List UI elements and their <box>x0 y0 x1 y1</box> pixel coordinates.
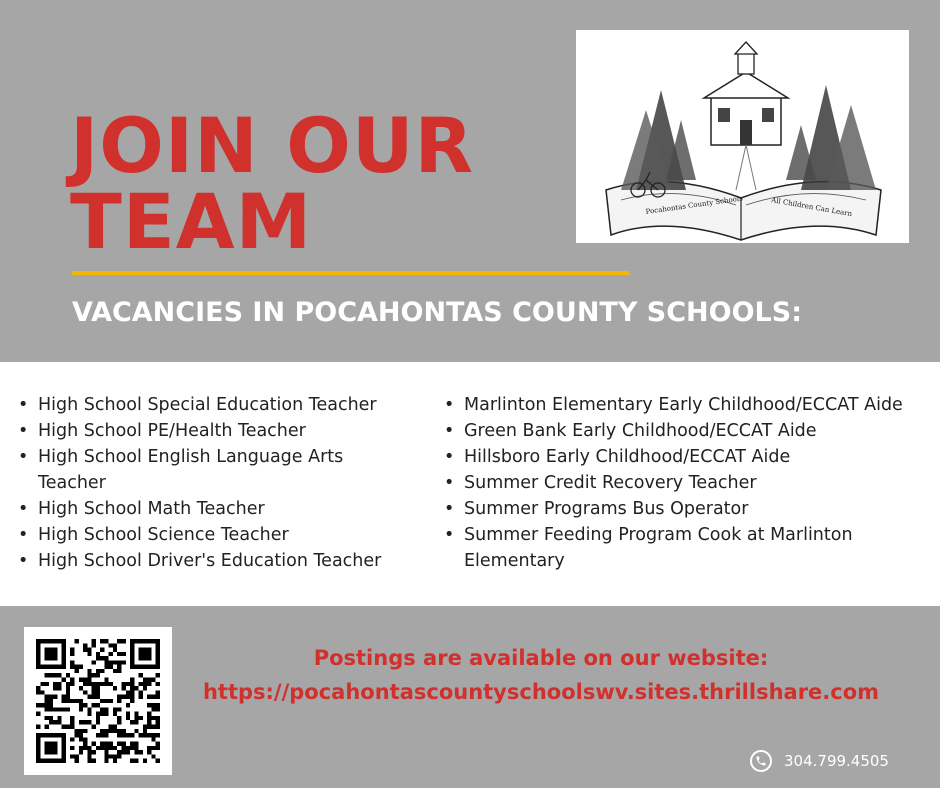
footer-section <box>0 606 940 788</box>
list-item: • High School English Language Arts Teacher <box>38 444 408 496</box>
list-item: • Hillsboro Early Childhood/ECCAT Aide <box>464 444 934 470</box>
header-section <box>0 0 940 362</box>
headline-line-1: JOIN OUR <box>70 101 475 190</box>
book-right-text: All Children Can Learn <box>770 196 853 219</box>
list-item: • High School Science Teacher <box>38 522 408 548</box>
list-item: • High School Math Teacher <box>38 496 408 522</box>
qr-code-icon <box>36 639 160 763</box>
qr-code[interactable] <box>24 627 172 775</box>
headline-line-2: TEAM <box>70 177 313 266</box>
list-item: • High School Special Education Teacher <box>38 392 408 418</box>
vacancies-heading: VACANCIES IN POCAHONTAS COUNTY SCHOOLS: <box>72 297 802 328</box>
phone-contact <box>750 750 889 772</box>
list-item: • Green Bank Early Childhood/ECCAT Aide <box>464 418 934 444</box>
list-item: • Summer Programs Bus Operator <box>464 496 934 522</box>
postings-line: Postings are available on our website: <box>313 646 769 670</box>
list-item: • Summer Credit Recovery Teacher <box>464 470 934 496</box>
vacancies-list-right <box>442 392 934 574</box>
book-left-text: Pocahontas County Schools <box>645 194 744 216</box>
page-title <box>70 101 475 266</box>
postings-notice <box>196 641 886 709</box>
phone-icon <box>750 750 772 772</box>
phone-number[interactable]: 304.799.4505 <box>784 752 889 770</box>
schoolhouse-illustration <box>576 30 909 243</box>
list-item: • High School Driver's Education Teacher <box>38 548 408 574</box>
schoolhouse-drawing <box>576 30 909 243</box>
vacancies-list-left <box>16 392 408 574</box>
list-item: • Marlinton Elementary Early Childhood/ECCAT Aide <box>464 392 934 418</box>
accent-divider <box>72 271 630 275</box>
list-item: • Summer Feeding Program Cook at Marlinton Elementary <box>464 522 934 574</box>
vacancies-section <box>0 362 940 606</box>
website-link[interactable]: https://pocahontascountyschoolswv.sites.thrillshare.com <box>202 680 880 704</box>
list-item: • High School PE/Health Teacher <box>38 418 408 444</box>
